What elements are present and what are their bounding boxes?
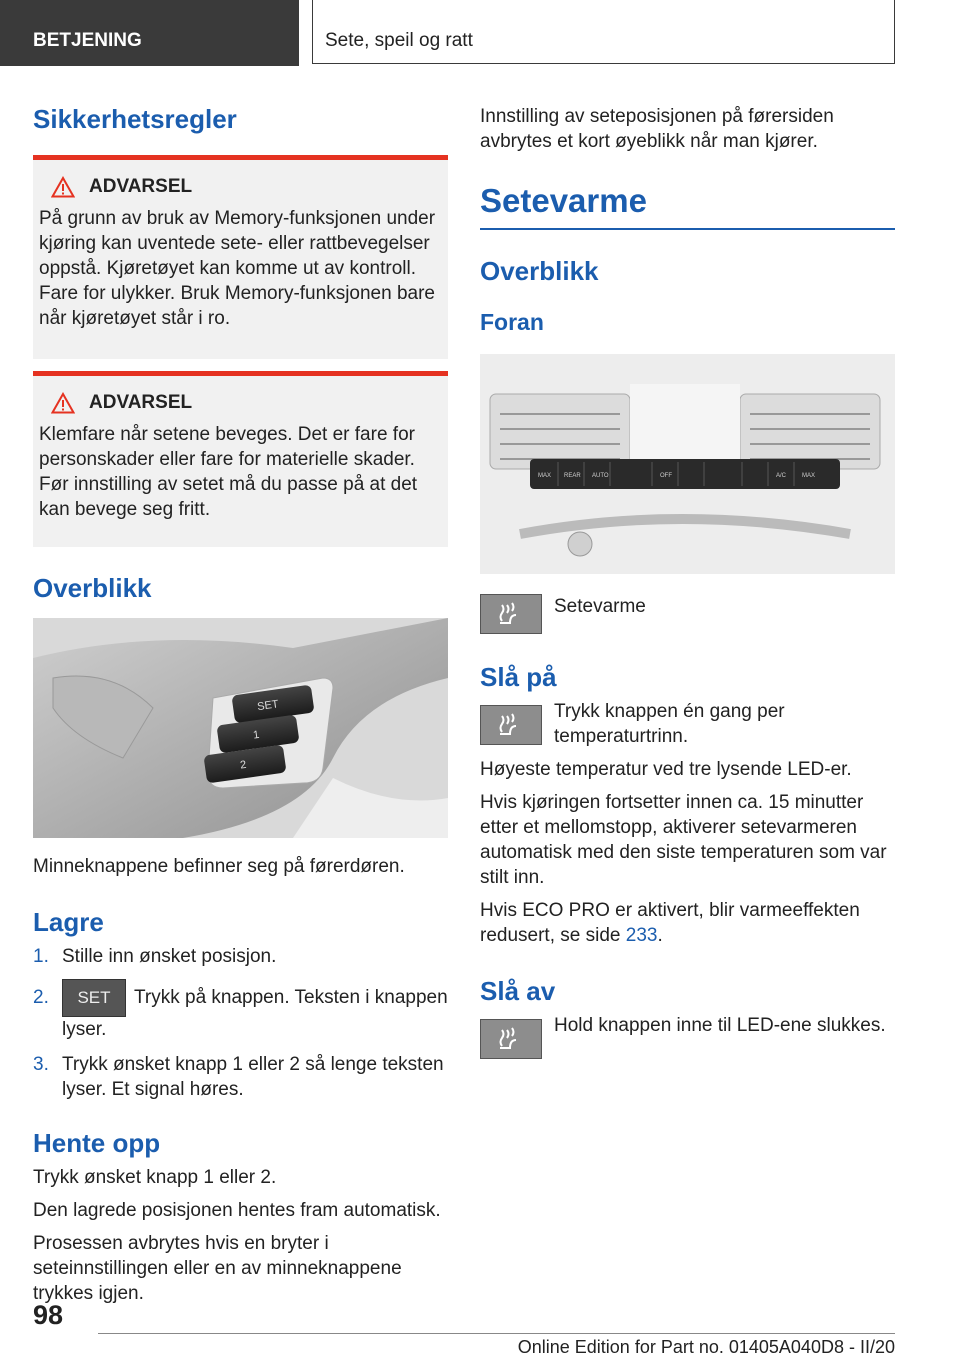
on-text-2: Hvis kjøringen fortsetter innen ca. 15 minutter etter et mellomstopp, aktiverer setevarmeren automatisk med den siste temperaturen som var stilt inn. — [480, 792, 887, 888]
warning-title: ADVARSEL — [89, 176, 193, 197]
on-instruction: Trykk knappen én gang per temperaturtrinn. — [480, 699, 895, 749]
recall-text-1: Trykk ønsket knapp 1 eller 2. — [33, 1167, 277, 1188]
list-item: 2. SET Trykk på knappen. Teksten i knappen lyser. — [33, 979, 448, 1042]
warning-title: ADVARSEL — [89, 392, 193, 413]
store-steps — [33, 944, 448, 1102]
warning-text: På grunn av bruk av Memory-funksjonen under kjøring kan uventede sete- eller rattbevegelser oppstå. Kjøretøyet kan komme ut av kontroll. Fare for ulykker. Bruk Memory-funksjonen bare når kjøretøyet står i ro. — [39, 208, 436, 329]
footer-rule — [98, 1333, 895, 1334]
section-tab: BETJENING — [0, 0, 299, 66]
heading-overview: Overblikk — [33, 573, 152, 603]
door-caption: Minneknappene befinner seg på førerdøren. — [33, 856, 405, 877]
dashboard-controls-image — [480, 354, 895, 574]
heading-overview-right: Overblikk — [480, 256, 599, 286]
dash-btn-2: REAR — [564, 473, 581, 479]
dash-btn-6: MAX — [802, 473, 816, 479]
dash-btn-3: AUTO — [592, 473, 609, 479]
door-memory-buttons-image — [33, 618, 448, 838]
chapter-title: Sete, speil og ratt — [312, 0, 895, 64]
dash-btn-5: A/C — [776, 473, 787, 479]
heading-rule — [480, 228, 895, 230]
warning-triangle-icon — [51, 392, 75, 414]
memory-2-label: 2 — [239, 758, 248, 772]
right-column — [480, 100, 895, 1059]
recall-text-3: Prosessen avbrytes hvis en bryter i seteinnstillingen eller en av minneknappene trykkes igjen. — [33, 1233, 402, 1304]
on-text-1: Høyeste temperatur ved tre lysende LED-er. — [480, 759, 852, 780]
heading-on: Slå på — [480, 662, 557, 692]
dash-btn-1: MAX — [538, 473, 552, 479]
warning-triangle-icon — [51, 176, 75, 198]
off-instruction: Hold knappen inne til LED-ene slukkes. — [480, 1013, 895, 1059]
seat-heating-icon — [480, 1019, 542, 1059]
seat-heating-icon — [480, 594, 542, 634]
footer-edition: Online Edition for Part no. 01405A040D8 - II/20 — [517, 1337, 895, 1357]
page-link[interactable]: 233 — [625, 925, 658, 946]
heading-store: Lagre — [33, 907, 104, 937]
left-column — [33, 100, 448, 1306]
list-item: 3. Trykk ønsket knapp 1 eller 2 så lenge teksten lyser. Et signal høres. — [33, 1054, 444, 1100]
heading-front: Foran — [480, 309, 544, 335]
seat-intro-text: Innstilling av seteposisjonen på førersiden avbrytes et kort øyeblikk når man kjører. — [480, 106, 834, 152]
heading-seat-heating: Setevarme — [480, 182, 647, 219]
dash-btn-4: OFF — [660, 473, 672, 479]
set-button-icon: SET — [62, 979, 126, 1017]
heading-off: Slå av — [480, 976, 556, 1006]
heading-safety: Sikkerhetsregler — [33, 104, 237, 134]
list-item: 1. Stille inn ønsket posisjon. — [33, 946, 277, 967]
seat-heating-caption: Setevarme — [554, 596, 646, 617]
warning-text: Klemfare når setene beveges. Det er fare for personskader eller fare for materielle skader. Før innstilling av setet må du passe på at det kan bevege seg fritt. — [39, 424, 418, 520]
seat-heating-icon — [480, 705, 542, 745]
memory-1-label: 1 — [252, 728, 261, 742]
warning-box-2 — [33, 371, 448, 547]
page-header — [0, 0, 960, 66]
set-button-label: SET — [256, 698, 280, 714]
heading-recall: Hente opp — [33, 1128, 161, 1158]
page-number: 98 — [33, 1300, 64, 1330]
seat-heating-legend — [480, 594, 895, 634]
on-text-3: Hvis ECO PRO er aktivert, blir varmeeffekten redusert, se side 233. — [480, 900, 860, 946]
recall-text-2: Den lagrede posisjonen hentes fram automatisk. — [33, 1200, 441, 1221]
warning-box-1 — [33, 155, 448, 359]
